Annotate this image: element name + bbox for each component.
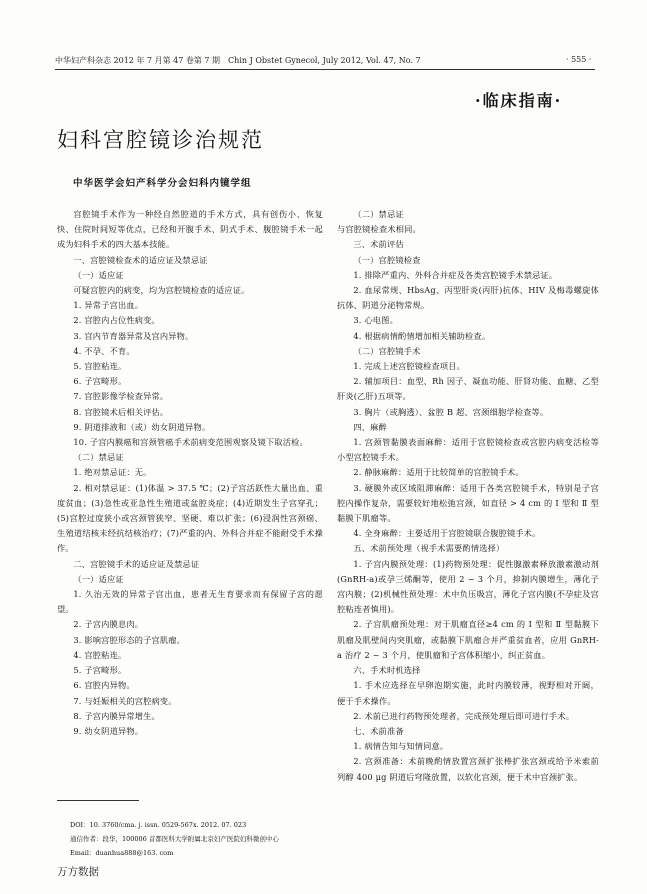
body-paragraph: 四、麻醉 (353, 421, 387, 432)
body-paragraph: 1. 完成上述宫腔镜检查项目。 (353, 361, 466, 372)
header-divider (55, 69, 595, 70)
body-paragraph: 二、宫腔镜手术的适应证及禁忌证 (73, 558, 200, 569)
right-column (337, 207, 599, 785)
body-paragraph: 6. 子宫畸形。 (73, 376, 127, 387)
body-paragraph: 3. 宫内节育器异常及宫内异物。 (73, 330, 194, 341)
body-paragraph: 8. 宫腔镜术后相关评估。 (73, 406, 169, 417)
body-paragraph: 六、手术时机选择 (353, 665, 421, 676)
footnote-divider (57, 800, 139, 801)
page-number: · 555 · (566, 55, 592, 64)
body-paragraph: 1. 久治无效的异常子宫出血，患者无生育要求而有保留子宫的愿望。 (57, 589, 323, 615)
body-paragraph: 3. 硬膜外或区域阻滞麻醉：适用于各类宫腔镜手术，特别是子宫腔内操作复杂，需要较好地松弛宫颈，如直径 > 4 cm 的 Ⅰ 型和 Ⅱ 型黏膜下肌瘤等。 (337, 482, 599, 524)
article-authors: 中华医学会妇产科学分会妇科内镜学组 (73, 178, 252, 189)
body-paragraph: 4. 不孕、不育。 (73, 345, 135, 356)
body-paragraph: 三、术前评估 (353, 239, 404, 250)
section-label: ·临床指南· (475, 91, 563, 110)
body-paragraph: 1. 异常子宫出血。 (73, 300, 144, 311)
body-paragraph: 2. 辅加项目：血型、Rh 因子、凝血功能、肝肾功能、血糖、乙型肝炎(乙肝)五项等。 (337, 376, 599, 402)
body-paragraph: 一、宫腔镜检查术的适应证及禁忌证 (73, 254, 208, 265)
body-paragraph: 2. 静脉麻醉：适用于比较简单的宫腔镜手术。 (353, 467, 524, 478)
body-paragraph: （二）禁忌证 (353, 209, 404, 219)
footnote-line: 通信作者：段华，100006 首都医科大学附属北京妇产医院妇科微创中心 (70, 835, 279, 843)
body-paragraph: 5. 宫腔粘连。 (73, 361, 127, 372)
body-paragraph: 可疑宫腔内的病变，均为宫腔镜检查的适应证。 (73, 285, 250, 296)
left-column (57, 207, 323, 739)
body-paragraph: 3. 心电图。 (353, 315, 398, 326)
body-paragraph: （一）适应证 (73, 573, 124, 584)
footnote-line: DOI：10. 3760/cma. j. issn. 0529-567x. 2012. 07. 023 (70, 821, 247, 829)
body-paragraph: 2. 宫颈准备：术前晚酌情放置宫颈扩张棒扩张宫颈或给予米索前列醇 400 μg 阴道后穹隆放置，以软化宫颈，便于术中宫颈扩张。 (337, 756, 599, 782)
body-paragraph: 宫腔镜手术作为一种经自然腔道的手术方式，具有创伤小、恢复快、住院时间短等优点，已经和开腹手术、阴式手术、腹腔镜手术一起成为妇科手术的四大基本技能。 (57, 209, 323, 250)
body-paragraph: （二）宫腔镜手术 (353, 345, 421, 356)
body-paragraph: 七、术前准备 (353, 725, 404, 736)
body-paragraph: 3. 影响宫腔形态的子宫肌瘤。 (73, 634, 186, 645)
body-paragraph: （二）禁忌证 (73, 452, 124, 463)
body-paragraph: 6. 宫腔内异物。 (73, 680, 135, 691)
body-paragraph: 1. 手术应选择在早卵泡期实施，此时内膜较薄，视野相对开阔，便于手术操作。 (337, 680, 599, 706)
body-paragraph: 7. 宫腔影像学检查异常。 (73, 391, 169, 402)
body-paragraph: 五、术前预处理（视手术需要酌情选择） (353, 543, 505, 554)
body-paragraph: （一）适应证 (73, 269, 124, 280)
body-paragraph: 4. 宫腔粘连。 (73, 649, 127, 660)
body-paragraph: 10. 子宫内膜癌和宫颈管癌手术前病变范围观察及镜下取活检。 (73, 437, 308, 448)
body-paragraph: （一）宫腔镜检查 (353, 254, 421, 265)
body-paragraph: 3. 胸片（或胸透）、盆腔 B 超、宫颈细胞学检查等。 (353, 406, 549, 417)
body-paragraph: 1. 病情告知与知情同意。 (353, 741, 449, 752)
body-paragraph: 4. 全身麻醉：主要适用于宫腔镜联合腹腔镜手术。 (353, 528, 541, 539)
body-paragraph: 4. 根据病情酌情增加相关辅助检查。 (353, 330, 491, 341)
body-paragraph: 7. 与妊娠相关的宫腔病变。 (73, 695, 177, 706)
body-paragraph: 9. 阴道排液和（或）幼女阴道异物。 (73, 421, 211, 432)
body-paragraph: 5. 子宫畸形。 (73, 665, 127, 676)
body-paragraph: 9. 幼女阴道异物。 (73, 725, 144, 736)
body-paragraph: 8. 子宫内膜异常增生。 (73, 710, 160, 721)
body-paragraph: 2. 血尿常规、HbsAg、丙型肝炎(丙肝)抗体、HIV 及梅毒螺旋体抗体、阴道分泌物常规。 (337, 285, 599, 311)
body-paragraph: 1. 宫颈管黏膜表面麻醉：适用于宫腔镜检查或宫腔内病变活检等小型宫腔镜手术。 (337, 437, 599, 463)
article-title: 妇科宫腔镜诊治规范 (57, 128, 264, 152)
footnotes (57, 818, 323, 860)
body-paragraph: 1. 绝对禁忌证：无。 (73, 467, 152, 478)
body-paragraph: 2. 子宫内膜息肉。 (73, 619, 144, 630)
body-paragraph: 2. 相对禁忌证：(1)体温 > 37.5 ℃；(2)子宫活跃性大量出血、重度贫血；(3)急性或亚急性生殖道或盆腔炎症；(4)近期发生子宫穿孔；(5)宫腔过度狭小或宫颈管狭窄、坚硬、难以扩张；(6)浸润性宫颈癌、生殖道结核未经抗结核治疗；(7)严重的内、外科合并症不能耐受手术操作。 (57, 482, 323, 554)
body-paragraph: 与宫腔镜检查术相同。 (337, 224, 421, 235)
body-paragraph: 2. 术前已进行药物预处理者，完成预处理后即可进行手术。 (353, 710, 575, 721)
footnote-line: Email：duanhua888@163. com (70, 849, 174, 857)
body-paragraph: 2. 子宫肌瘤预处理：对于肌瘤直径≥4 cm 的 Ⅰ 型和 Ⅱ 型黏膜下肌瘤及肌壁间内突肌瘤，或黏膜下肌瘤合并严重贫血者，应用 GnRH-a 治疗 2 ~ 3 个月，使肌瘤和子宫体积缩小，纠正贫血。 (337, 619, 599, 660)
body-paragraph: 1. 子宫内膜预处理：(1)药物预处理：促性腺激素释放激素激动剂(GnRH-a)或孕三烯酮等，使用 2 ~ 3 个月，抑制内膜增生，薄化子宫内膜；(2)机械性预处理：术中负压吸宫，薄化子宫内膜(不孕症及宫腔粘连者慎用)。 (337, 558, 599, 615)
watermark-label: 万方数据 (57, 866, 99, 878)
body-paragraph: 2. 宫腔内占位性病变。 (73, 315, 160, 326)
running-header: 中华妇产科杂志 2012 年 7 月第 47 卷第 7 期 Chin J Obstet Gynecol, July 2012, Vol. 47, No. 7 (55, 56, 421, 65)
body-paragraph: 1. 排除严重内、外科合并症及各类宫腔镜手术禁忌证。 (353, 269, 558, 280)
